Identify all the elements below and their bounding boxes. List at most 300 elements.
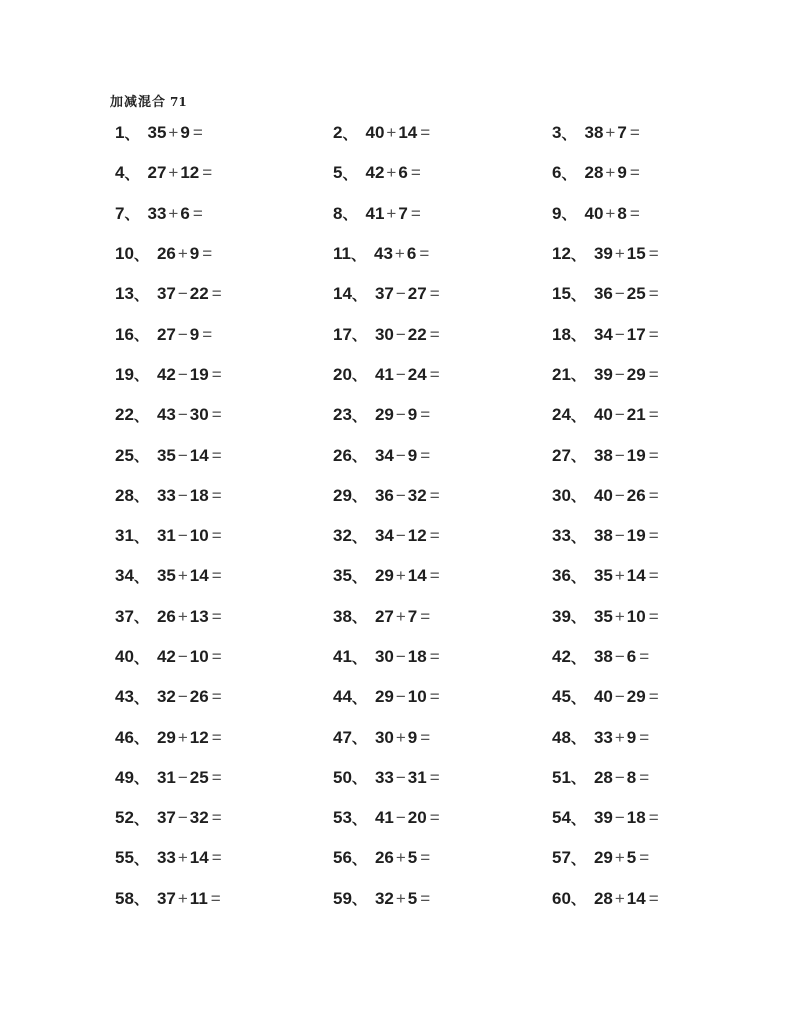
operand-a: 40 (593, 485, 613, 505)
problem-number: 21 (552, 364, 571, 384)
operand-b: 6 (626, 647, 637, 666)
enum-comma: 、 (133, 810, 149, 828)
operand-a: 38 (593, 647, 613, 666)
problem-number: 38 (333, 606, 352, 626)
problem-item (552, 435, 775, 475)
operand-a: 35 (593, 566, 613, 586)
equals-sign: = (211, 284, 222, 304)
enum-comma: 、 (342, 165, 358, 183)
operand-b: 7 (407, 606, 418, 626)
operand-b: 8 (626, 767, 637, 787)
operand-b: 6 (406, 244, 417, 264)
equals-sign: = (648, 364, 659, 384)
problem-item (115, 516, 333, 556)
operand-b: 7 (398, 203, 408, 223)
operand-a: 42 (156, 364, 176, 384)
equals-sign: = (211, 606, 222, 626)
problem-item (552, 476, 775, 516)
problem-number: 42 (552, 647, 571, 666)
problem-number: 9 (552, 203, 562, 223)
operator: − (614, 364, 625, 384)
problem-item (552, 194, 775, 234)
problem-item (333, 556, 552, 596)
operand-b: 12 (407, 526, 427, 546)
operand-a: 26 (156, 244, 176, 264)
equals-sign: = (639, 727, 650, 747)
equals-sign: = (629, 203, 640, 223)
operator: − (177, 808, 188, 828)
operand-a: 34 (374, 445, 394, 465)
operator: + (386, 123, 397, 143)
operand-a: 33 (374, 767, 394, 787)
operand-b: 26 (626, 485, 646, 505)
operand-b: 14 (189, 445, 209, 465)
problem-number: 46 (115, 727, 134, 747)
equals-sign: = (211, 767, 222, 787)
equals-sign: = (429, 566, 440, 586)
operand-b: 31 (407, 767, 427, 787)
operator: + (394, 244, 405, 264)
problem-item (333, 355, 552, 395)
operator: − (395, 445, 406, 465)
problem-item (115, 677, 333, 717)
equals-sign: = (629, 123, 640, 143)
enum-comma: 、 (133, 488, 149, 506)
equals-sign: = (420, 123, 431, 143)
equals-sign: = (648, 888, 659, 908)
operand-a: 40 (593, 405, 613, 425)
equals-sign: = (410, 163, 421, 183)
problem-item (552, 153, 775, 193)
operator: + (605, 203, 616, 223)
operator: + (614, 848, 625, 868)
operand-b: 17 (626, 324, 646, 344)
equals-sign: = (429, 808, 440, 828)
worksheet-title-number: 71 (170, 95, 187, 109)
operator: − (614, 485, 625, 505)
operand-a: 41 (365, 203, 385, 223)
enum-comma: 、 (133, 850, 149, 868)
operand-b: 9 (407, 445, 418, 465)
operand-b: 14 (626, 888, 646, 908)
operand-b: 6 (180, 203, 190, 223)
operand-a: 33 (593, 727, 613, 747)
equals-sign: = (429, 485, 440, 505)
problem-item (552, 556, 775, 596)
operator: − (614, 526, 625, 546)
problem-number: 16 (115, 324, 134, 344)
operand-b: 19 (189, 364, 209, 384)
problem-number: 3 (552, 123, 562, 143)
equals-sign: = (210, 888, 221, 908)
enum-comma: 、 (124, 125, 140, 143)
enum-comma: 、 (133, 246, 149, 264)
worksheet-title (110, 91, 187, 110)
enum-comma: 、 (342, 206, 358, 224)
operand-a: 29 (156, 727, 176, 747)
operand-b: 7 (617, 123, 627, 143)
operand-a: 32 (374, 888, 394, 908)
problem-item (115, 395, 333, 435)
operand-b: 10 (189, 647, 209, 666)
operand-a: 30 (374, 324, 394, 344)
problem-number: 60 (552, 888, 571, 908)
operator: − (177, 364, 188, 384)
equals-sign: = (410, 203, 421, 223)
operator: − (614, 687, 625, 707)
operand-a: 37 (156, 284, 176, 304)
enum-comma: 、 (351, 568, 367, 586)
operand-b: 29 (626, 687, 646, 707)
operand-b: 32 (189, 808, 209, 828)
operand-a: 33 (147, 203, 167, 223)
operand-b: 22 (189, 284, 209, 304)
enum-comma: 、 (351, 730, 367, 748)
enum-comma: 、 (351, 286, 367, 304)
equals-sign: = (648, 687, 659, 707)
problem-number: 34 (115, 566, 134, 586)
operand-b: 12 (189, 727, 209, 747)
problem-number: 4 (115, 163, 125, 183)
operand-a: 36 (374, 485, 394, 505)
problem-item (552, 717, 775, 757)
operator: + (395, 727, 406, 747)
enum-comma: 、 (570, 609, 586, 627)
equals-sign: = (429, 526, 440, 546)
enum-comma: 、 (351, 810, 367, 828)
operand-a: 29 (374, 405, 394, 425)
problem-item (115, 798, 333, 838)
operand-a: 27 (374, 606, 394, 626)
operator: + (177, 244, 188, 264)
operand-b: 11 (189, 888, 208, 908)
operand-b: 8 (617, 203, 627, 223)
problem-number: 51 (552, 767, 571, 787)
operand-a: 42 (365, 163, 385, 183)
operand-a: 34 (593, 324, 613, 344)
problem-number: 8 (333, 203, 343, 223)
operator: + (177, 727, 188, 747)
operator: − (177, 687, 188, 707)
operand-b: 14 (407, 566, 427, 586)
problem-number: 15 (552, 284, 571, 304)
enum-comma: 、 (133, 327, 149, 345)
operator: − (177, 445, 188, 465)
equals-sign: = (420, 848, 431, 868)
problem-number: 6 (552, 163, 562, 183)
operator: + (386, 203, 397, 223)
problem-item (333, 113, 552, 153)
enum-comma: 、 (570, 367, 586, 385)
problem-number: 37 (115, 606, 134, 626)
operator: + (614, 727, 625, 747)
problem-number: 44 (333, 687, 352, 707)
problem-item (115, 435, 333, 475)
equals-sign: = (211, 485, 222, 505)
enum-comma: 、 (570, 770, 586, 788)
operator: + (605, 123, 616, 143)
problem-item (115, 717, 333, 757)
enum-comma: 、 (351, 689, 367, 707)
operand-b: 10 (626, 606, 646, 626)
problem-item (552, 274, 775, 314)
equals-sign: = (648, 244, 659, 264)
operator: − (395, 324, 406, 344)
problem-item (552, 395, 775, 435)
operand-b: 25 (626, 284, 646, 304)
problem-number: 43 (115, 687, 134, 707)
operator: + (177, 848, 188, 868)
equals-sign: = (202, 324, 213, 344)
equals-sign: = (429, 364, 440, 384)
problem-number: 30 (552, 485, 571, 505)
problem-item (333, 717, 552, 757)
worksheet-title-text: 加减混合 (110, 95, 167, 110)
operand-a: 36 (593, 284, 613, 304)
operator: − (395, 808, 406, 828)
problem-number: 48 (552, 727, 571, 747)
problem-number: 27 (552, 445, 571, 465)
problem-item (115, 758, 333, 798)
operand-a: 38 (593, 445, 613, 465)
operand-b: 26 (189, 687, 209, 707)
problem-item (552, 234, 775, 274)
operand-b: 9 (180, 123, 190, 143)
operand-b: 14 (189, 566, 209, 586)
operand-b: 15 (626, 244, 646, 264)
operator: − (177, 324, 188, 344)
problems-grid (115, 113, 775, 919)
operand-a: 40 (593, 687, 613, 707)
problem-number: 33 (552, 526, 571, 546)
problem-item (115, 879, 333, 919)
enum-comma: 、 (570, 407, 586, 425)
operator: + (395, 566, 406, 586)
enum-comma: 、 (570, 448, 586, 466)
problem-item (333, 516, 552, 556)
problem-item (333, 234, 552, 274)
enum-comma: 、 (351, 850, 367, 868)
problem-number: 10 (115, 244, 134, 264)
operator: − (395, 647, 406, 666)
problem-number: 29 (333, 485, 352, 505)
problem-number: 26 (333, 445, 352, 465)
operand-a: 35 (147, 123, 167, 143)
problem-item (115, 556, 333, 596)
operand-a: 28 (593, 888, 613, 908)
enum-comma: 、 (133, 367, 149, 385)
problem-item (115, 637, 333, 677)
equals-sign: = (211, 566, 222, 586)
operand-b: 5 (407, 848, 418, 868)
operand-b: 9 (189, 244, 200, 264)
operand-b: 22 (407, 324, 427, 344)
operator: − (395, 526, 406, 546)
problem-item (333, 153, 552, 193)
problem-number: 50 (333, 767, 352, 787)
enum-comma: 、 (124, 165, 140, 183)
problem-number: 13 (115, 284, 134, 304)
problem-number: 19 (115, 364, 134, 384)
problem-item (333, 314, 552, 354)
problem-item (552, 516, 775, 556)
equals-sign: = (429, 647, 440, 666)
operand-a: 38 (584, 123, 604, 143)
problem-item (333, 435, 552, 475)
problem-number: 49 (115, 767, 134, 787)
operand-b: 13 (189, 606, 209, 626)
equals-sign: = (211, 445, 222, 465)
enum-comma: 、 (133, 689, 149, 707)
equals-sign: = (648, 405, 659, 425)
operator: + (614, 566, 625, 586)
operator: + (168, 163, 179, 183)
equals-sign: = (648, 324, 659, 344)
enum-comma: 、 (351, 448, 367, 466)
equals-sign: = (648, 808, 659, 828)
problem-item (333, 597, 552, 637)
problem-item (115, 838, 333, 878)
enum-comma: 、 (570, 649, 586, 667)
operator: − (614, 767, 625, 787)
operator: + (386, 163, 397, 183)
operand-a: 39 (593, 808, 613, 828)
problem-number: 59 (333, 888, 352, 908)
equals-sign: = (639, 767, 650, 787)
problem-number: 20 (333, 364, 352, 384)
operand-a: 43 (156, 405, 176, 425)
problem-item (115, 274, 333, 314)
problem-number: 22 (115, 405, 134, 425)
problem-item (333, 758, 552, 798)
operand-a: 34 (374, 526, 394, 546)
problem-number: 23 (333, 405, 352, 425)
operator: − (395, 687, 406, 707)
operator: − (614, 405, 625, 425)
problem-number: 45 (552, 687, 571, 707)
operand-a: 31 (156, 767, 176, 787)
enum-comma: 、 (570, 689, 586, 707)
operator: − (614, 647, 625, 666)
operand-b: 9 (407, 405, 418, 425)
operand-a: 35 (156, 566, 176, 586)
operator: − (177, 284, 188, 304)
equals-sign: = (429, 767, 440, 787)
operator: − (614, 445, 625, 465)
operator: − (614, 808, 625, 828)
operand-a: 40 (584, 203, 604, 223)
enum-comma: 、 (561, 206, 577, 224)
enum-comma: 、 (570, 730, 586, 748)
operand-b: 27 (407, 284, 427, 304)
problem-number: 32 (333, 526, 352, 546)
operator: − (177, 485, 188, 505)
enum-comma: 、 (570, 891, 586, 909)
operator: − (395, 284, 406, 304)
operand-b: 19 (626, 526, 646, 546)
problem-number: 28 (115, 485, 134, 505)
equals-sign: = (429, 284, 440, 304)
operand-a: 39 (593, 364, 613, 384)
operand-b: 14 (189, 848, 209, 868)
problem-item (552, 355, 775, 395)
equals-sign: = (648, 566, 659, 586)
equals-sign: = (648, 526, 659, 546)
problem-number: 57 (552, 848, 571, 868)
enum-comma: 、 (561, 125, 577, 143)
operand-a: 29 (374, 566, 394, 586)
problem-item (115, 597, 333, 637)
enum-comma: 、 (570, 286, 586, 304)
equals-sign: = (648, 284, 659, 304)
operand-a: 35 (593, 606, 613, 626)
operand-b: 5 (626, 848, 637, 868)
equals-sign: = (211, 364, 222, 384)
equals-sign: = (648, 445, 659, 465)
enum-comma: 、 (350, 246, 366, 264)
operator: − (177, 405, 188, 425)
equals-sign: = (420, 606, 431, 626)
operand-a: 31 (156, 526, 176, 546)
operand-b: 14 (398, 123, 418, 143)
problem-item (552, 879, 775, 919)
enum-comma: 、 (570, 810, 586, 828)
problem-number: 52 (115, 808, 134, 828)
problem-item (115, 153, 333, 193)
operand-a: 28 (593, 767, 613, 787)
enum-comma: 、 (133, 649, 149, 667)
operand-b: 6 (398, 163, 408, 183)
enum-comma: 、 (133, 609, 149, 627)
operand-b: 24 (407, 364, 427, 384)
enum-comma: 、 (133, 407, 149, 425)
problem-number: 40 (115, 647, 134, 666)
problem-number: 25 (115, 445, 134, 465)
operand-b: 18 (407, 647, 427, 666)
problem-item (333, 395, 552, 435)
operator: + (614, 888, 625, 908)
operand-a: 33 (156, 848, 176, 868)
problem-item (552, 597, 775, 637)
enum-comma: 、 (570, 568, 586, 586)
operator: − (395, 405, 406, 425)
problem-item (552, 798, 775, 838)
equals-sign: = (420, 445, 431, 465)
equals-sign: = (211, 687, 222, 707)
problem-item (115, 476, 333, 516)
enum-comma: 、 (133, 286, 149, 304)
problem-number: 1 (115, 123, 125, 143)
enum-comma: 、 (133, 730, 149, 748)
problem-number: 41 (333, 647, 352, 666)
problem-number: 35 (333, 566, 352, 586)
problem-item (333, 637, 552, 677)
equals-sign: = (648, 485, 659, 505)
operand-a: 32 (156, 687, 176, 707)
equals-sign: = (639, 647, 650, 666)
problem-number: 7 (115, 203, 125, 223)
operand-a: 29 (374, 687, 394, 707)
operand-b: 9 (617, 163, 627, 183)
enum-comma: 、 (133, 770, 149, 788)
problem-item (552, 838, 775, 878)
problem-item (333, 677, 552, 717)
problem-number: 54 (552, 808, 571, 828)
operator: + (168, 123, 179, 143)
problem-number: 58 (115, 888, 134, 908)
equals-sign: = (211, 526, 222, 546)
operand-b: 10 (189, 526, 209, 546)
